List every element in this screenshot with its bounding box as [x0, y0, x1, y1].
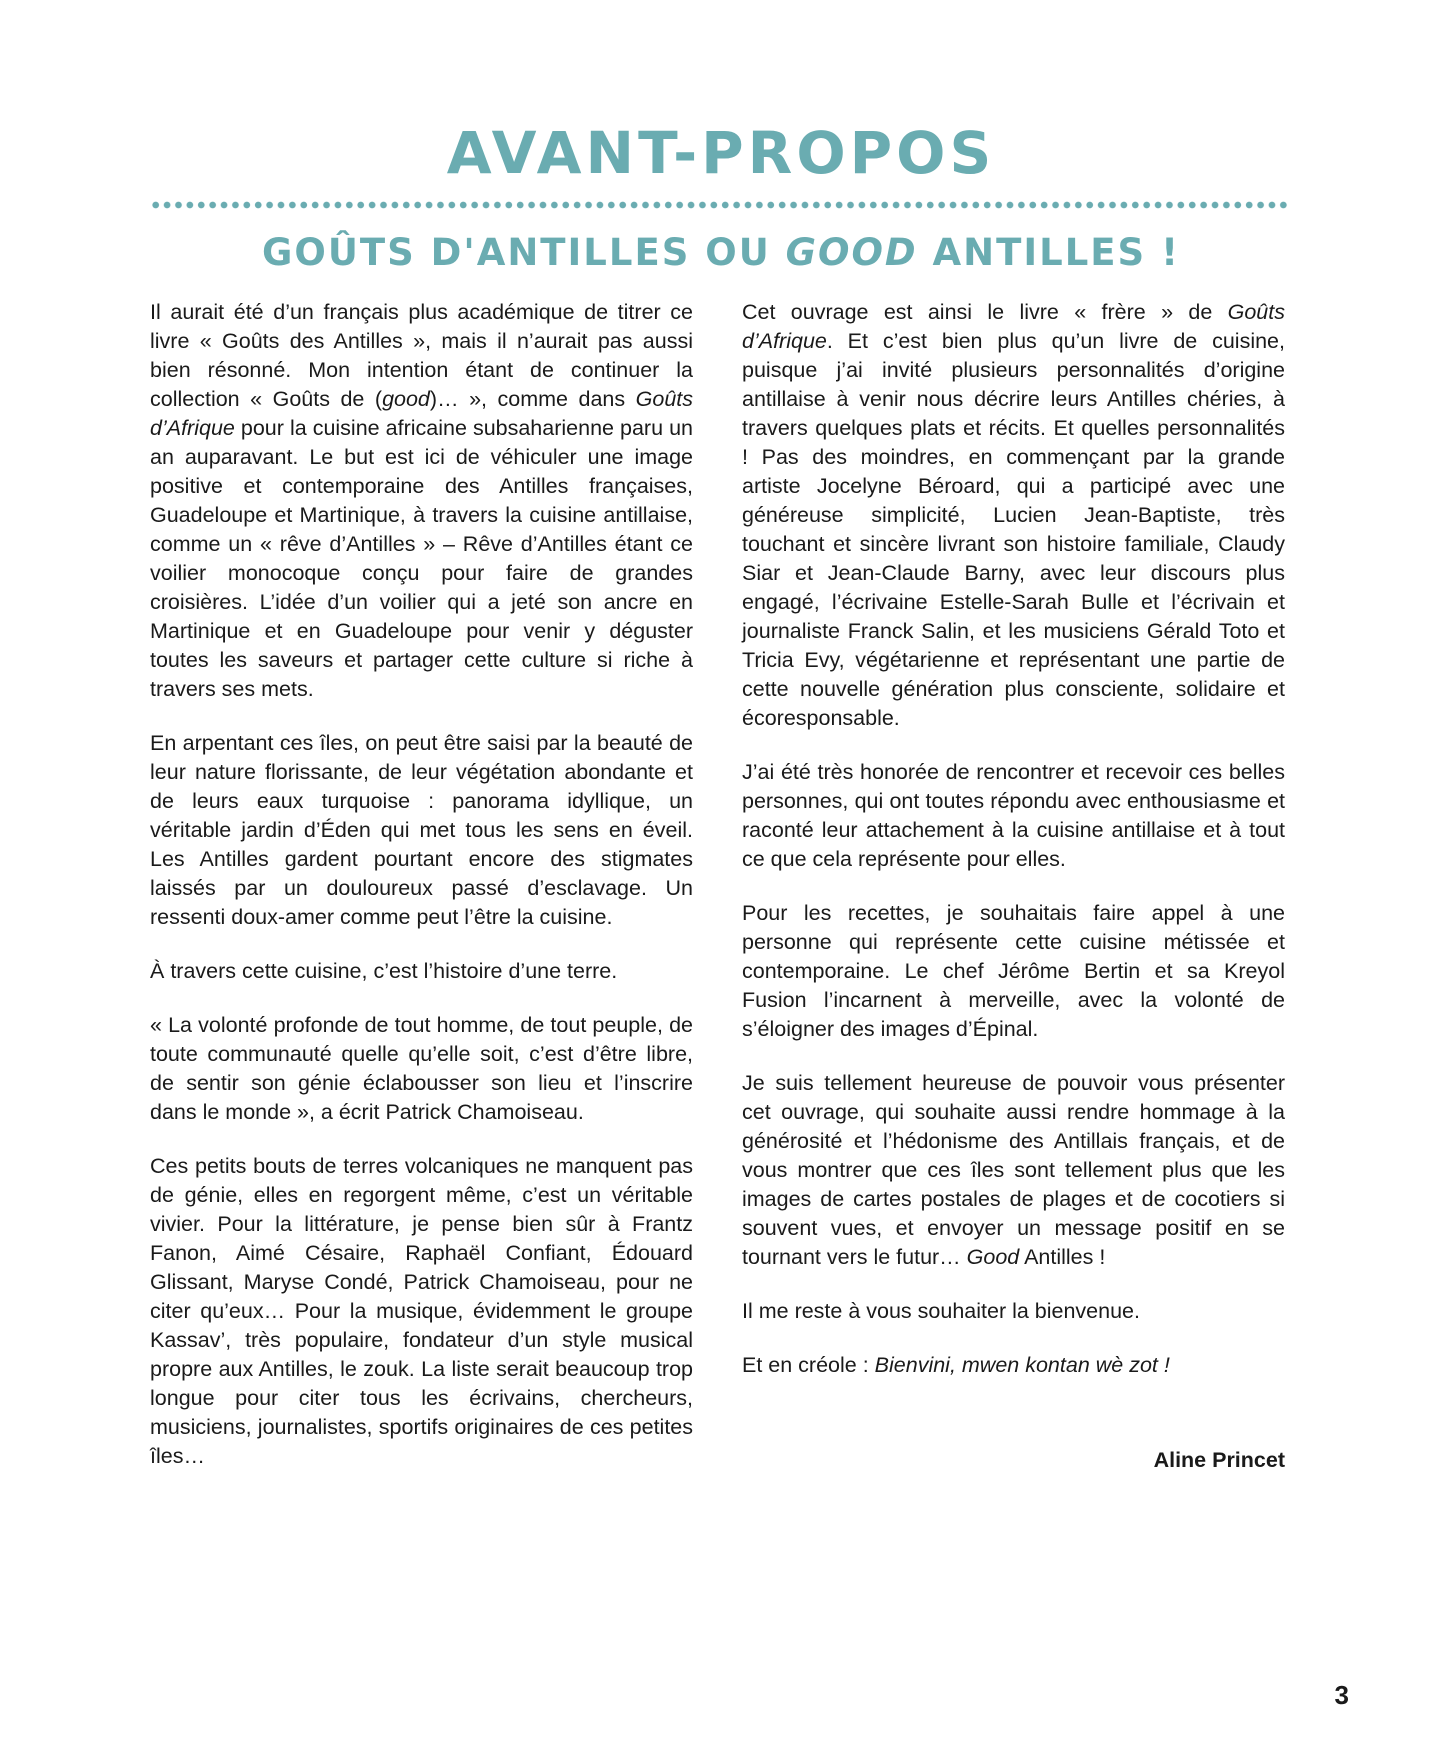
paragraph: J’ai été très honorée de rencontrer et recevoir ces belles personnes, qui ont toutes répondu avec enthousiasme et raconté leur attachement à la cuisine antillaise et à tout ce que cela représente pour elles.: [742, 760, 1285, 871]
signature: Aline Princet: [1153, 1448, 1285, 1472]
paragraph: Et en créole : Bienvini, mwen kontan wè zot !: [742, 1353, 1170, 1377]
paragraph: « La volonté profonde de tout homme, de tout peuple, de toute communauté quelle qu’elle soit, c’est d’être libre, de sentir son génie éclabousser son lieu et l’inscrire dans le monde », a écrit Patrick Chamoiseau.: [150, 1013, 693, 1124]
paragraph: Il me reste à vous souhaiter la bienvenue.: [742, 1299, 1140, 1323]
paragraph: En arpentant ces îles, on peut être saisi par la beauté de leur nature florissante, de leur végétation abondante et de leurs eaux turquoise : panorama idyllique, un véritable jardin d’Éden qui met tous les sens en éveil. Les Antilles gardent pourtant encore des stigmates laissés par un douloureux passé d’esclavage. Un ressenti doux-amer comme peut l’être la cuisine.: [150, 731, 693, 929]
paragraph: Je suis tellement heureuse de pouvoir vous présenter cet ouvrage, qui souhaite aussi rendre hommage à la générosité et l’hédonisme des Antillais français, et de vous montrer que ces îles sont tellement plus que les images de cartes postales de plages et de cocotiers si souvent vues, et envoyer un message positif en se tournant vers le futur… Good Antilles !: [742, 1071, 1285, 1269]
subtitle-italic: GOOD: [785, 231, 918, 274]
dotted-divider: [150, 201, 1290, 209]
paragraph: Il aurait été d’un français plus académique de titrer ce livre « Goûts des Antilles », mais il n’aurait pas aussi bien résonné. Mon intention étant de continuer la collection « Goûts de (good)… », comme dans Goûts d’Afrique pour la cuisine africaine subsaharienne paru un an auparavant. Le but est ici de véhiculer une image positive et contemporaine des Antilles françaises, Guadeloupe et Martinique, à travers la cuisine antillaise, comme un « rêve d’Antilles » – Rêve d’Antilles étant ce voilier monocoque conçu pour faire de grandes croisières. L’idée d’un voilier qui a jeté son ancre en Martinique et en Guadeloupe pour venir y déguster toutes les saveurs et partager cette culture si riche à travers ses mets.: [150, 300, 694, 701]
subtitle-part1: GOÛTS D'ANTILLES OU: [262, 231, 786, 274]
paragraph: À travers cette cuisine, c’est l’histoire d’une terre.: [150, 959, 618, 983]
subtitle-part2: ANTILLES !: [917, 231, 1180, 274]
paragraph: Ces petits bouts de terres volcaniques ne manquent pas de génie, elles en regorgent même, c’est un véritable vivier. Pour la littérature, je pense bien sûr à Frantz Fanon, Aimé Césaire, Raphaël Confiant, Édouard Glissant, Maryse Condé, Patrick Chamoiseau, pour ne citer qu’eux… Pour la musique, évidemment le groupe Kassav’, très populaire, fondateur d’un style musical propre aux Antilles, le zouk. La liste serait beaucoup trop longue pour citer tous les écrivains, chercheurs, musiciens, journalistes, sportifs originaires de ces petites îles…: [150, 1154, 693, 1468]
right-column: [742, 298, 1285, 1500]
left-column: [150, 298, 693, 1496]
paragraph: Cet ouvrage est ainsi le livre « frère » de Goûts d’Afrique. Et c’est bien plus qu’un livre de cuisine, puisque j’ai invité plusieurs personnalités d’origine antillaise à venir nous décrire leurs Antilles chéries, à travers quelques plats et récits. Et quelles personnalités ! Pas des moindres, en commençant par la grande artiste Jocelyne Béroard, qui a participé avec une généreuse simplicité, Lucien Jean-Baptiste, très touchant et sincère livrant son histoire familiale, Claudy Siar et Jean-Claude Barny, avec leur discours plus engagé, l’écrivaine Estelle-Sarah Bulle et l’écrivain et journaliste Franck Salin, et les musiciens Gérald Toto et Tricia Evy, végétarienne et représentant une partie de cette nouvelle génération plus consciente, solidaire et écoresponsable.: [742, 300, 1285, 730]
paragraph: Pour les recettes, je souhaitais faire appel à une personne qui représente cette cuisine métissée et contemporaine. Le chef Jérôme Bertin et sa Kreyol Fusion l’incarnent à merveille, avec la volonté de s’éloigner des images d’Épinal.: [742, 901, 1285, 1041]
page-subtitle: [0, 230, 1442, 276]
page-number: 3: [1334, 1680, 1349, 1710]
page-title: AVANT-PROPOS: [446, 119, 996, 187]
